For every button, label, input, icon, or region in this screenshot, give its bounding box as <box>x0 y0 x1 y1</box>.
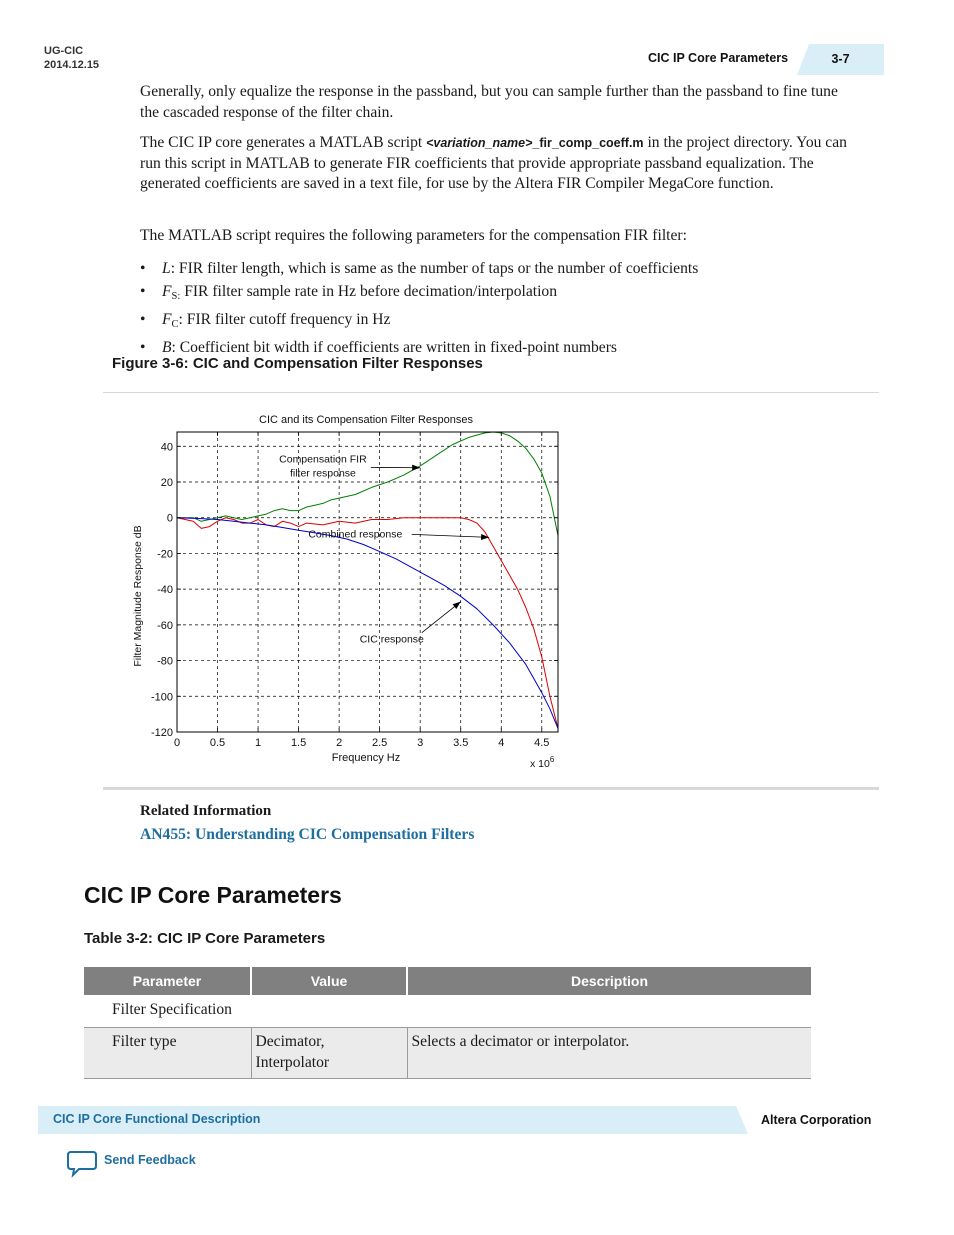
table-caption: Table 3-2: CIC IP Core Parameters <box>84 930 326 947</box>
footer-band-corner <box>736 1106 748 1134</box>
paragraph-matlab-script <box>140 133 860 195</box>
p2-after: in the project directory. You can run this script in MATLAB to generate FIR coefficients that provide appropriate passband equalization. The generated coefficients are saved in a text file, for use by the Altera FIR Compiler MegaCore function. <box>140 134 847 193</box>
list-item: • $F_{S:}$ FIR filter sample rate in Hz before decimation/interpolation <box>140 280 698 308</box>
chart-title: CIC and its Compensation Filter Responses <box>259 414 473 426</box>
x-tick-label: 4.5 <box>534 737 550 749</box>
table-row <box>84 1027 811 1078</box>
y-tick-label: -100 <box>150 691 173 704</box>
column-header-parameter: Parameter <box>84 967 251 995</box>
filter-response-chart <box>118 400 578 775</box>
figure-bottom-rule <box>103 787 879 790</box>
column-header-description: Description <box>407 967 811 995</box>
annotation-arrowhead <box>481 534 489 540</box>
x-tick-label: 3 <box>417 737 424 749</box>
annotation-label: filter response <box>289 467 356 480</box>
paragraph-requirements: The MATLAB script requires the following parameters for the compensation FIR filter: <box>140 227 687 244</box>
send-feedback-link[interactable]: Send Feedback <box>104 1153 196 1167</box>
y-tick-label: -120 <box>150 727 173 739</box>
table-group-row <box>84 995 811 1027</box>
parameters-table <box>84 967 811 1079</box>
an455-link[interactable]: AN455: Understanding CIC Compensation Filters <box>140 826 475 843</box>
annotation-arrowhead <box>453 602 461 609</box>
figure-top-rule <box>103 392 879 393</box>
x-tick-label: 1.5 <box>290 737 307 749</box>
annotation-label: Compensation FIR <box>279 453 367 466</box>
y-tick-label: -20 <box>157 548 173 561</box>
x-axis-label: Frequency Hz <box>331 752 401 764</box>
x-tick-label: 4 <box>498 737 505 749</box>
footer-company: Altera Corporation <box>761 1113 872 1127</box>
cell-parameter: Filter type <box>84 1027 251 1078</box>
script-variation-name: <variation_name>_fir_comp_coeff.m <box>426 136 644 150</box>
group-label: Filter Specification <box>84 995 811 1027</box>
footer-chapter-link[interactable]: CIC IP Core Functional Description <box>53 1112 261 1126</box>
annotation-label: Combined response <box>308 528 403 541</box>
y-tick-label: 0 <box>166 512 173 525</box>
figure-caption: Figure 3-6: CIC and Compensation Filter Responses <box>112 355 483 372</box>
y-axis-label: Filter Magnitude Response dB <box>132 525 144 667</box>
series-line <box>177 518 558 729</box>
x-tick-label: 2 <box>336 737 343 749</box>
header-section-title: CIC IP Core Parameters <box>648 51 789 65</box>
y-tick-label: -60 <box>157 619 173 632</box>
page-number-text: 3-7 <box>831 52 850 66</box>
x-tick-label: 0 <box>173 737 181 749</box>
annotation-arrow <box>412 534 489 537</box>
column-header-value: Value <box>251 967 407 995</box>
section-heading: CIC IP Core Parameters <box>84 882 342 908</box>
y-tick-label: -80 <box>157 655 173 668</box>
x-tick-label: 1 <box>255 737 262 749</box>
related-info-title: Related Information <box>140 803 272 819</box>
list-item: • B: Coefficient bit width if coefficients are written in fixed-point numbers <box>140 336 698 359</box>
cell-description: Selects a decimator or interpolator. <box>407 1027 811 1078</box>
list-item: • $F_C$: FIR filter cutoff frequency in Hz <box>140 308 698 336</box>
parameter-list <box>140 257 698 359</box>
y-tick-label: -40 <box>157 584 173 597</box>
x-tick-label: 0.5 <box>209 737 226 749</box>
chart-ticks <box>151 432 558 749</box>
p2-before: The CIC IP core generates a MATLAB script <box>140 134 427 151</box>
cell-value: Decimator, Interpolator <box>251 1027 407 1078</box>
series-line <box>177 518 558 729</box>
x-axis-multiplier: x $10^6$ <box>530 755 555 770</box>
doc-id <box>44 44 99 72</box>
chart-series <box>177 432 558 728</box>
annotation-arrowhead <box>412 465 420 471</box>
plot-frame <box>177 432 558 732</box>
doc-id-code: UG-CIC <box>44 45 84 57</box>
doc-date: 2014.12.15 <box>44 59 100 71</box>
paragraph-passband: Generally, only equalize the response in the passband, but you can sample further than the passband to fine tune the cascaded response of the filter chain. <box>140 83 838 121</box>
annotation-label: CIC response <box>359 633 424 646</box>
x-tick-label: 3.5 <box>453 737 469 749</box>
chart-grid <box>177 432 558 732</box>
y-tick-label: 20 <box>160 477 173 489</box>
feedback-icon[interactable] <box>66 1150 98 1178</box>
header-page-number <box>797 44 884 75</box>
y-tick-label: 40 <box>160 441 173 454</box>
list-item: • L: FIR filter length, which is same as the number of taps or the number of coefficients <box>140 257 698 280</box>
x-tick-label: 2.5 <box>372 737 388 749</box>
